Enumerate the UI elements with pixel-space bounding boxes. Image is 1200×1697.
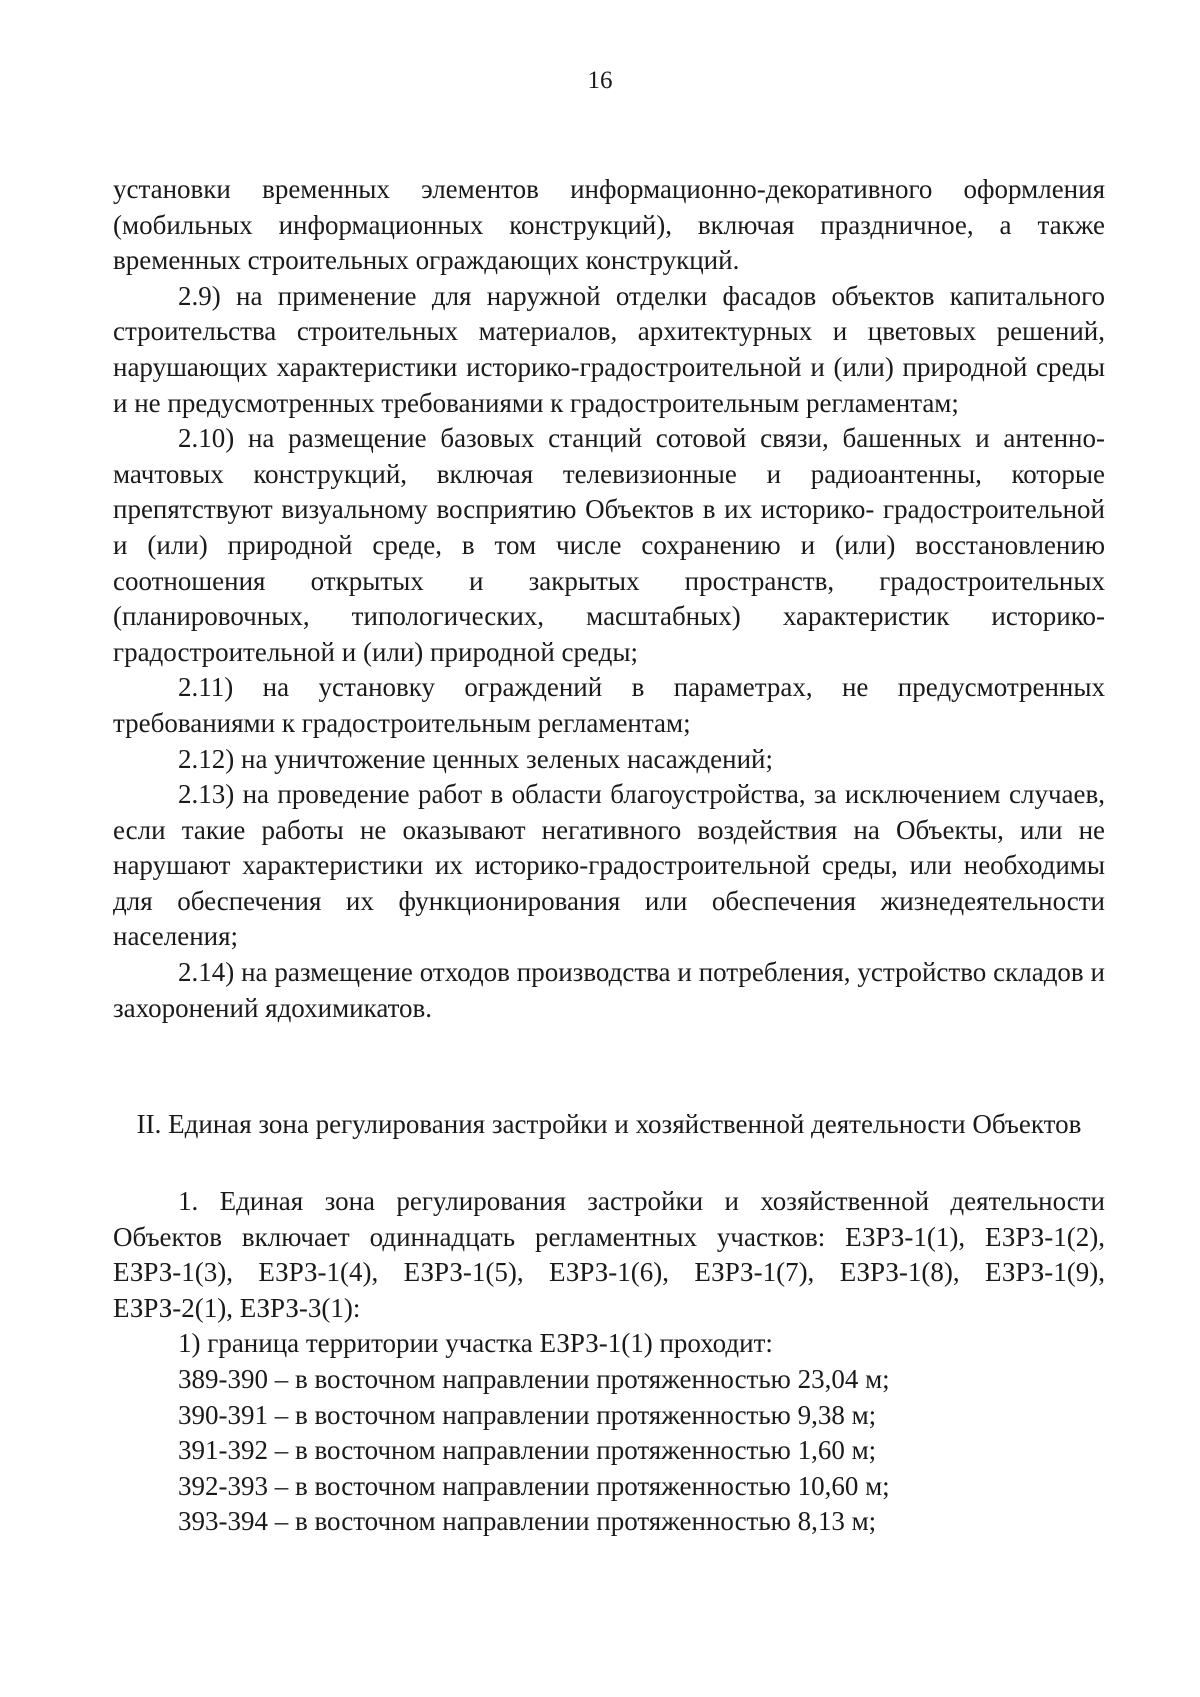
zone-description xyxy=(113,1184,1105,1540)
boundary-segment: 389-390 – в восточном направлении протяженностью 23,04 м; xyxy=(178,1363,890,1394)
boundary-segment: 390-391 – в восточном направлении протяженностью 9,38 м; xyxy=(178,1399,877,1430)
paragraph-item-2-9: 2.9) на применение для наружной отделки фасадов объектов капитального строительства строительных материалов, архитектурных и цветовых решений, нарушающих характеристики историко-градостроительной и (или) природной среды и не предусмотренных требованиями к градостроительным регламентам; xyxy=(113,280,1105,418)
restrictions-list xyxy=(113,172,1105,1026)
paragraph-item-2-14: 2.14) на размещение отходов производства и потребления, устройство складов и захоронений ядохимикатов. xyxy=(113,957,1105,1023)
paragraph-item-2-13: 2.13) на проведение работ в области благоустройства, за исключением случаев, если такие работы не оказывают негативного воздействия на Объекты, или не нарушают характеристики их историко-градостроительной среды, или необходимы для обеспечения их функционирования или обеспечения жизнедеятельности населения; xyxy=(113,779,1105,952)
section-heading: II. Единая зона регулирования застройки и хозяйственной деятельности Объектов xyxy=(136,1109,1082,1139)
boundary-title: 1) граница территории участка ЕЗРЗ-1(1) проходит: xyxy=(178,1328,773,1359)
paragraph-continuation: установки временных элементов информационно-декоративного оформления (мобильных информационных конструкций), включая праздничное, а также временных строительных ограждающих конструкций. xyxy=(113,174,1105,276)
paragraph-item-2-11: 2.11) на установку ограждений в параметрах, не предусмотренных требованиями к градостроительным регламентам; xyxy=(113,672,1105,738)
zone-intro-paragraph: 1. Единая зона регулирования застройки и хозяйственной деятельности Объектов включает одиннадцать регламентных участков: ЕЗРЗ-1(1), ЕЗРЗ-1(2), ЕЗРЗ-1(3), ЕЗРЗ-1(4), ЕЗРЗ-1(5), ЕЗРЗ-1(6), ЕЗРЗ-1(7), ЕЗРЗ-1(8), ЕЗРЗ-1(9), ЕЗРЗ-2(1), ЕЗРЗ-3(1): xyxy=(113,1186,1105,1323)
boundary-segment: 393-394 – в восточном направлении протяженностью 8,13 м; xyxy=(178,1506,877,1537)
page-number: 16 xyxy=(587,67,613,94)
boundary-segment: 391-392 – в восточном направлении протяженностью 1,60 м; xyxy=(178,1435,877,1466)
boundary-segment: 392-393 – в восточном направлении протяженностью 10,60 м; xyxy=(178,1470,890,1501)
paragraph-item-2-10: 2.10) на размещение базовых станций сотовой связи, башенных и антенно-мачтовых конструкций, включая телевизионные и радиоантенны, которые препятствуют визуальному восприятию Объектов в их историко- градостроительной и (или) природной среде, в том числе сохранению и (или) восстановлению соотношения открытых и закрытых пространств, градостроительных (планировочных, типологических, масштабных) характеристик историко-градостроительной и (или) природной среды; xyxy=(113,423,1105,667)
paragraph-item-2-12: 2.12) на уничтожение ценных зеленых насаждений; xyxy=(178,743,773,774)
